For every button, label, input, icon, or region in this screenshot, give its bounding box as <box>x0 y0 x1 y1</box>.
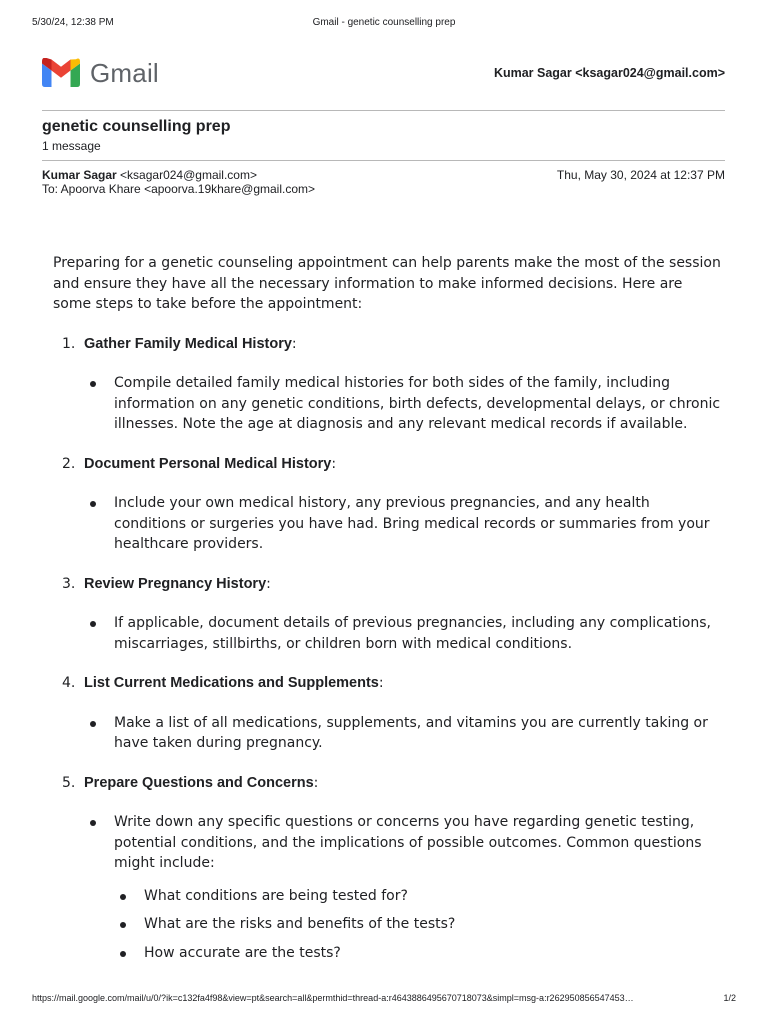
bullet-text: Write down any specific questions or concerns you have regarding genetic testing, potential conditions, and the implications of possible outcomes. Common questions might include: <box>114 814 702 871</box>
account-name: Kumar Sagar <ksagar024@gmail.com> <box>493 66 725 80</box>
bullet-item <box>53 713 721 754</box>
sender-name: Kumar Sagar <box>42 168 117 182</box>
message-date: Thu, May 30, 2024 at 12:37 PM <box>556 168 725 182</box>
bullet-icon <box>90 820 96 826</box>
sender <box>42 168 257 182</box>
divider <box>42 110 725 111</box>
bullet-icon <box>90 621 96 627</box>
sub-bullet-text: What conditions are being tested for? <box>144 887 408 904</box>
bullet-text: Include your own medical history, any previous pregnancies, and any health conditions or surgeries you have had. Bring medical records or summaries from your healthcare providers. <box>114 495 710 552</box>
bullet-icon <box>120 922 126 928</box>
step-colon: : <box>266 575 271 592</box>
print-header <box>32 17 736 31</box>
step-title: Prepare Questions and Concerns <box>84 774 314 791</box>
gmail-wordmark: Gmail <box>90 58 159 88</box>
step-title: List Current Medications and Supplements <box>84 675 379 691</box>
bullet-item <box>53 373 721 435</box>
bullet-icon <box>120 951 126 957</box>
bullet-icon <box>90 721 96 727</box>
bullet-item <box>53 613 721 654</box>
step-number: 2. <box>62 455 76 472</box>
step-title: Document Personal Medical History <box>84 455 332 472</box>
intro-paragraph: Preparing for a genetic counseling appointment can help parents make the most of the session and ensure they have all the necessary information to make informed decisions. Here are some steps to take before the appointment: <box>53 255 721 312</box>
step-number: 5. <box>62 774 76 791</box>
list-item <box>53 673 721 694</box>
list-item <box>53 773 721 794</box>
step-colon: : <box>331 455 337 472</box>
step-title: Gather Family Medical History <box>84 335 292 352</box>
message-count: 1 message <box>42 139 101 153</box>
sub-bullet-text: How accurate are the tests? <box>144 944 341 961</box>
print-page-title: Gmail - genetic counselling prep <box>312 17 456 28</box>
step-colon: : <box>291 335 297 352</box>
sub-bullet-item <box>53 914 721 935</box>
list-item <box>53 454 721 475</box>
step-colon: : <box>378 675 384 691</box>
bullet-text: Make a list of all medications, supplements, and vitamins you are currently taking or have taken during pregnancy. <box>114 714 708 751</box>
sub-bullet-item <box>53 943 721 964</box>
bullet-icon <box>90 381 96 387</box>
print-footer <box>32 993 736 1005</box>
divider <box>42 160 725 161</box>
print-datetime: 5/30/24, 12:38 PM <box>32 17 114 28</box>
print-url: https://mail.google.com/mail/u/0/?ik=c132fa4f98&view=pt&search=all&permthid=thread-a:r4643886495670718073&simpl=msg-a:r262950856547453… <box>32 993 634 1003</box>
sub-bullet-text: What are the risks and benefits of the tests? <box>144 916 456 932</box>
bullet-text: If applicable, document details of previous pregnancies, including any complications, miscarriages, stillbirths, or children born with medical conditions. <box>114 615 711 652</box>
step-colon: : <box>313 774 319 791</box>
step-title: Review Pregnancy History <box>84 575 267 592</box>
message-body <box>53 253 721 971</box>
step-number: 3. <box>62 575 76 592</box>
thread-subject: genetic counselling prep <box>42 118 231 135</box>
gmail-header <box>42 56 725 92</box>
bullet-item <box>53 493 721 555</box>
bullet-item <box>53 812 721 874</box>
bullet-text: Compile detailed family medical histories for both sides of the family, including information on any genetic conditions, birth defects, developmental delays, or chronic illnesses. Note the age at diagnosis and any relevant medical records if available. <box>114 375 721 432</box>
page-number: 1/2 <box>723 993 736 1003</box>
gmail-logo-icon <box>42 58 80 88</box>
list-item <box>53 334 721 355</box>
recipient: To: Apoorva Khare <apoorva.19khare@gmail.com> <box>42 182 316 196</box>
list-item <box>53 574 721 595</box>
step-number: 1. <box>62 335 76 352</box>
bullet-icon <box>120 894 126 900</box>
bullet-icon <box>90 501 96 507</box>
sub-bullet-item <box>53 886 721 907</box>
step-number: 4. <box>62 675 76 691</box>
sender-email: <ksagar024@gmail.com> <box>120 168 257 182</box>
